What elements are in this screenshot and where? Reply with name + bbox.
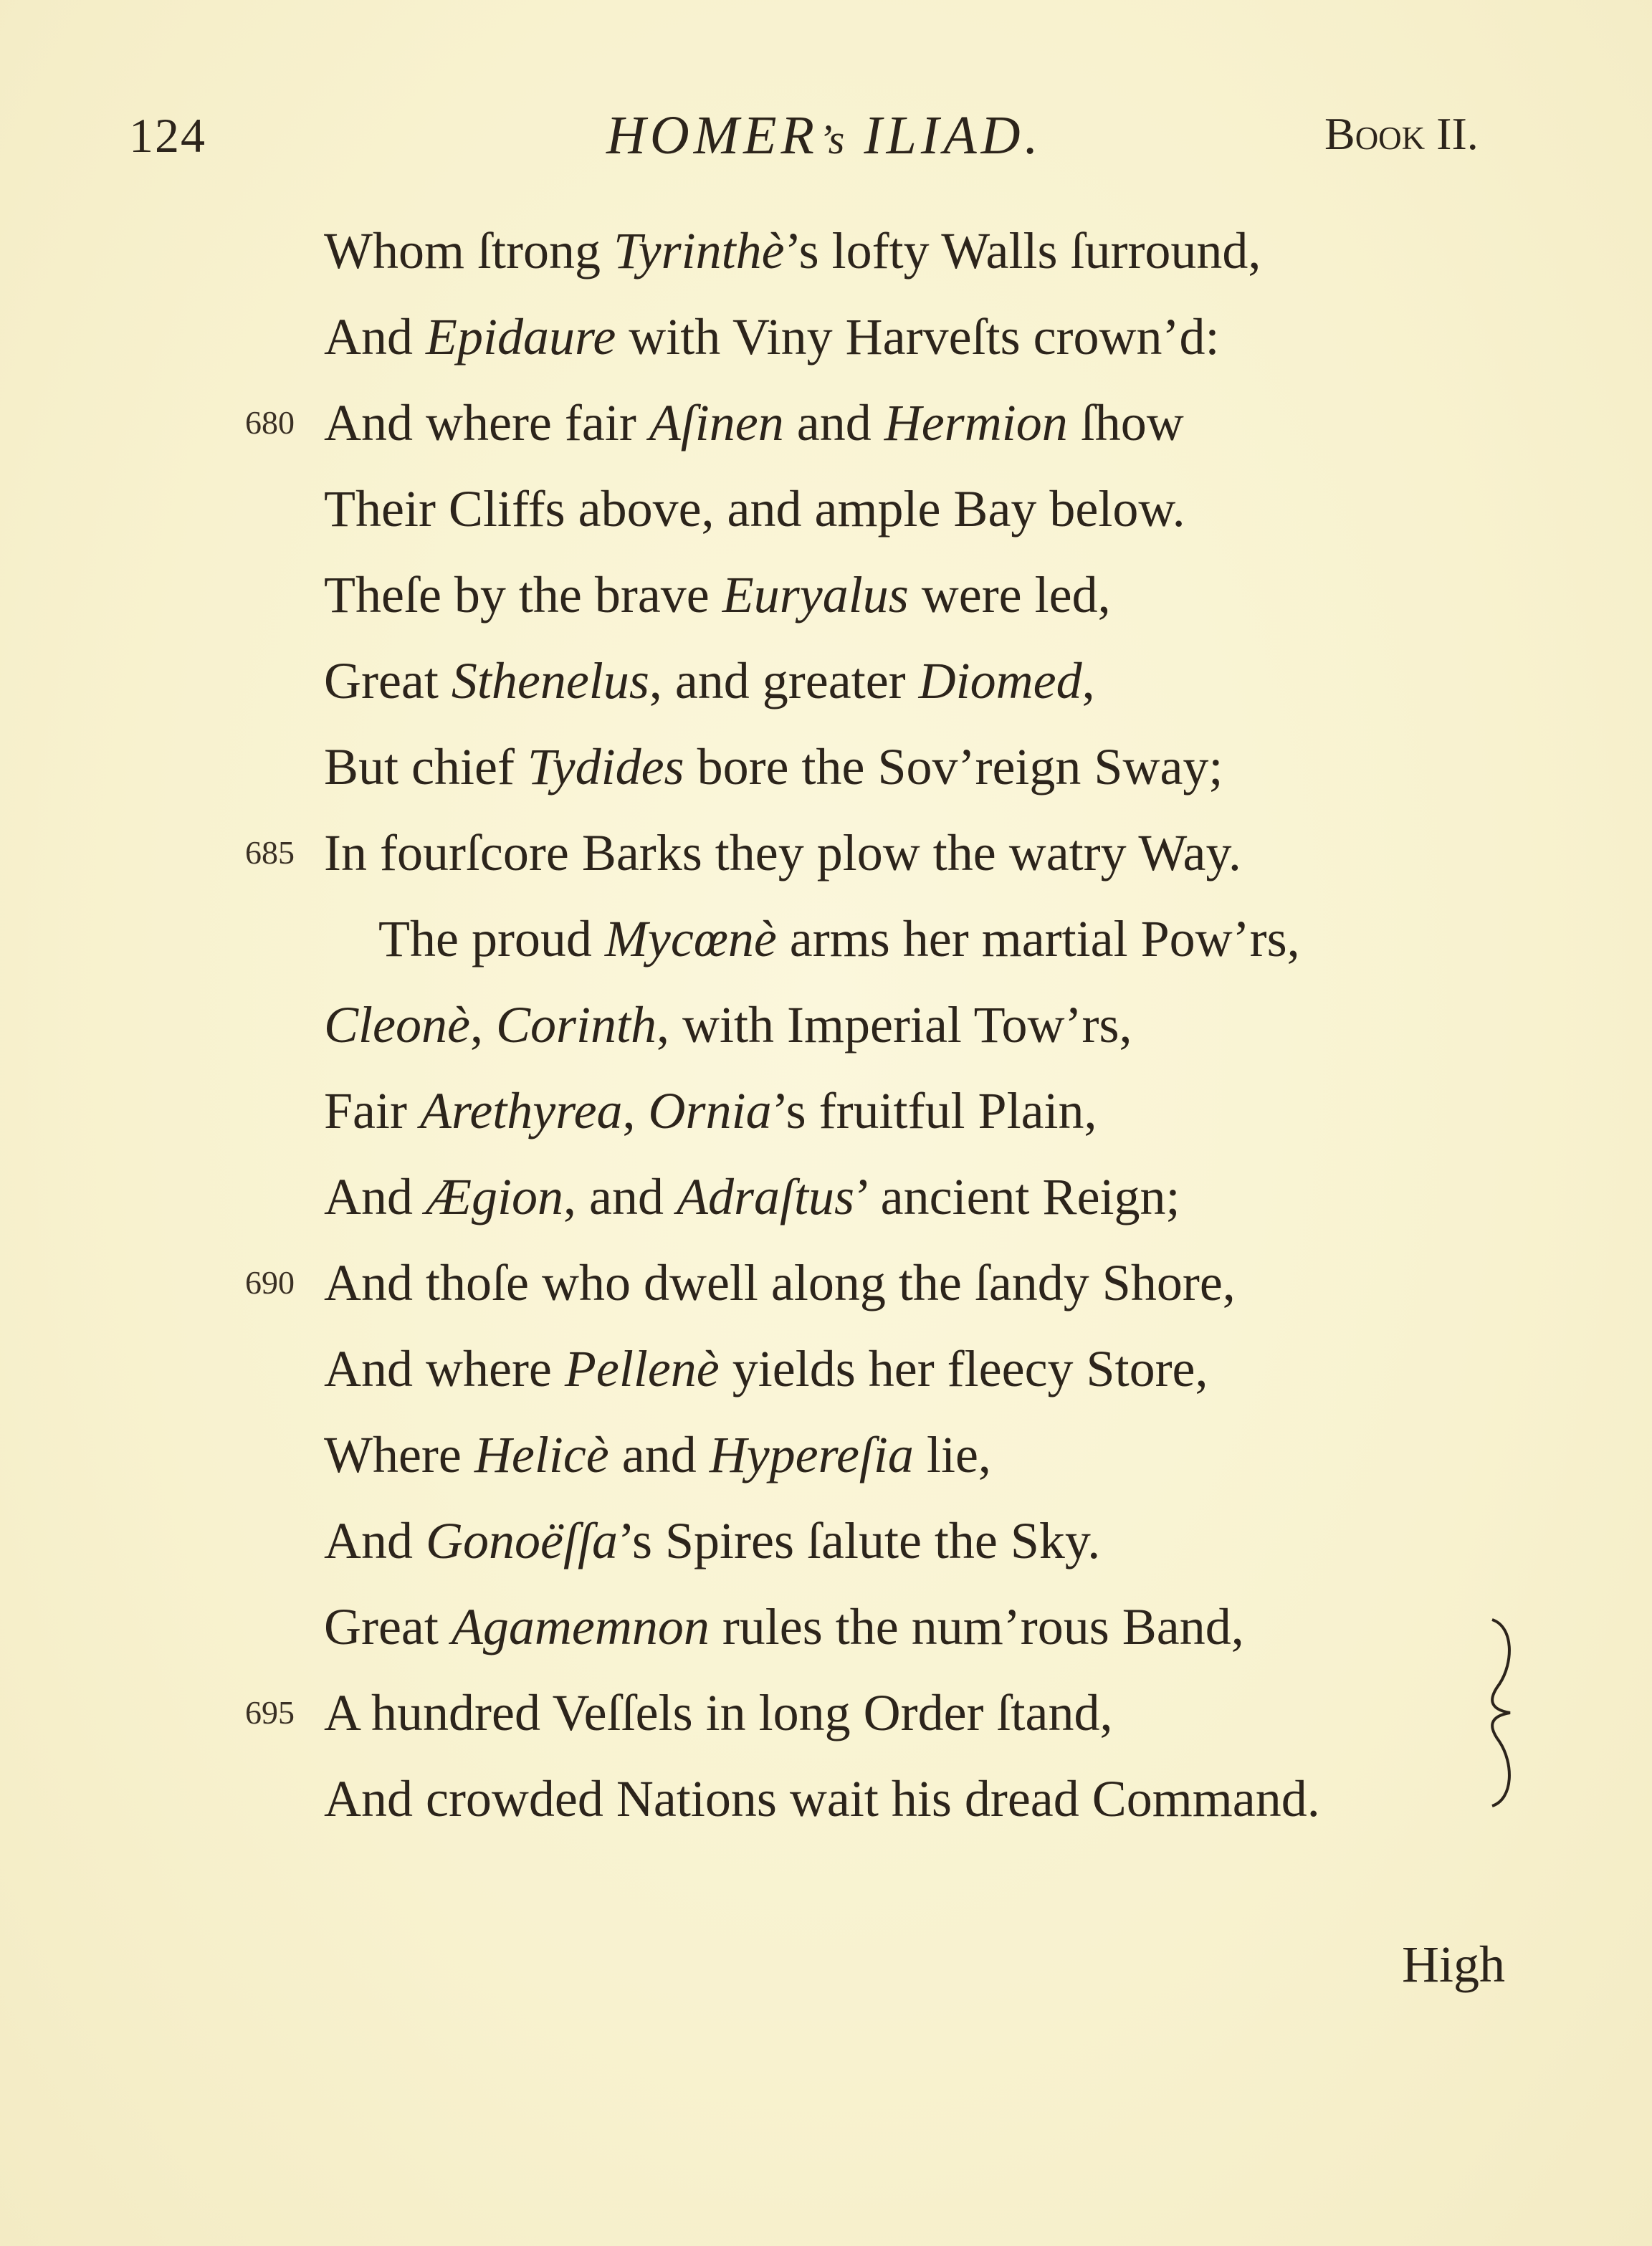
line-number: 695 (245, 1694, 295, 1731)
verse-text: And where Pellenè yields her fleecy Store, (324, 1340, 1208, 1397)
line-number: 690 (245, 1264, 295, 1301)
verse-line (0, 638, 1577, 724)
verse-line (0, 1412, 1577, 1498)
verse-text: Great Agamemnon rules the num’rous Band, (324, 1598, 1244, 1655)
verse-text: And Gonoëſſa’s Spires ſalute the Sky. (324, 1512, 1101, 1569)
verse-line (0, 1670, 1577, 1756)
title-main: HOMER (606, 105, 818, 166)
verse-text: And where fair Aſinen and Hermion ſhow (324, 394, 1184, 451)
book-label: Book II. (1324, 108, 1479, 159)
verse-line (0, 294, 1577, 380)
verse-text: And thoſe who dwell along the ſandy Shore, (324, 1254, 1236, 1311)
verse-line (0, 1154, 1577, 1240)
verse-text: In fourſcore Barks they plow the watry Way. (324, 824, 1241, 881)
verse-line (0, 1068, 1577, 1154)
verse-line (0, 1584, 1577, 1670)
verse-line (0, 1240, 1577, 1326)
verse-text: Their Cliffs above, and ample Bay below. (324, 480, 1185, 537)
verse-text: The proud Mycœnè arms her martial Pow’rs, (378, 910, 1300, 967)
running-header (0, 100, 1652, 179)
verse-text: Great Sthenelus, and greater Diomed, (324, 652, 1095, 709)
verse-text: Fair Arethyrea, Ornia’s fruitful Plain, (324, 1082, 1097, 1139)
verse-text: Cleonè, Corinth, with Imperial Tow’rs, (324, 996, 1132, 1053)
verse-text: Whom ſtrong Tyrinthè’s lofty Walls ſurround, (324, 222, 1261, 279)
title-rest: ILIAD. (846, 105, 1043, 166)
verse-line (0, 552, 1577, 638)
verse-line (0, 810, 1577, 896)
verse-text: And Ægion, and Adraſtus’ ancient Reign; (324, 1168, 1180, 1225)
verse-line (0, 208, 1577, 294)
triplet-brace-icon (1478, 1605, 1535, 1820)
verse-text: And crowded Nations wait his dread Command. (324, 1770, 1320, 1827)
verse-line (0, 724, 1577, 810)
verse-line (0, 982, 1577, 1068)
line-number: 680 (245, 404, 295, 441)
verse-text: A hundred Veſſels in long Order ſtand, (324, 1684, 1113, 1741)
verse-text: But chief Tydides bore the Sov’reign Sway; (324, 738, 1223, 795)
running-title (606, 105, 1043, 167)
verse-line (0, 896, 1577, 982)
verse-line (0, 1498, 1577, 1584)
verse-line (0, 1326, 1577, 1412)
verse-line (0, 466, 1577, 552)
line-number: 685 (245, 834, 295, 871)
verse-line (0, 1756, 1577, 1842)
verse-line (0, 380, 1577, 466)
verse-text: Theſe by the brave Euryalus were led, (324, 566, 1111, 623)
catchword: High (1402, 1936, 1505, 1993)
page-number: 124 (129, 108, 206, 163)
verse-text: And Epidaure with Viny Harveſts crown’d: (324, 308, 1220, 365)
verse-text: Where Helicè and Hypereſia lie, (324, 1426, 991, 1483)
title-possessive: ’s (818, 116, 846, 163)
